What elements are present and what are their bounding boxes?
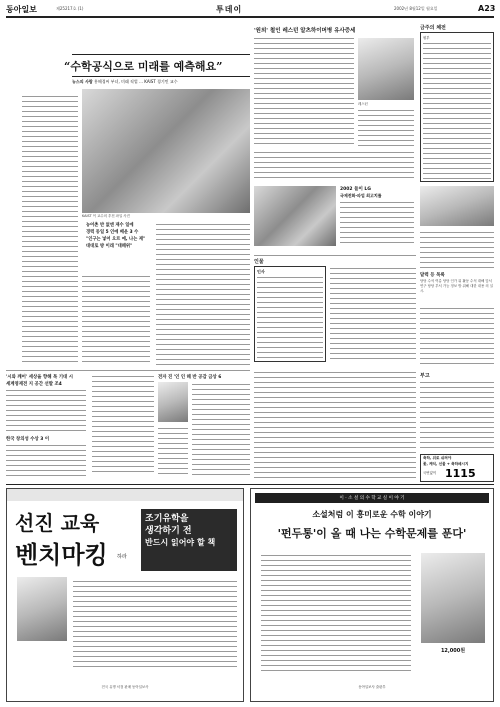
market-table <box>420 32 494 182</box>
market-chart <box>420 186 494 226</box>
ad-right-main: '펀두통'이 올 때 나는 수학문제를 푼다' <box>277 527 467 540</box>
ad-copy-line: 반드시 읽어야 할 책 <box>145 538 216 547</box>
calendar-box <box>420 272 494 368</box>
byline-label: 뉴스의 사람 <box>72 79 93 84</box>
ads-rule <box>6 484 494 485</box>
flower-ad-mid: 꽃, 케익, 선물 + 축하메시지 <box>423 462 469 466</box>
lead-photo <box>82 89 250 213</box>
small-story-photo <box>254 186 336 246</box>
section-title: 투데이 <box>216 5 243 14</box>
ad-copy-line: 조기유학을 <box>145 514 189 524</box>
obituary <box>420 372 494 452</box>
obituary-body <box>420 380 494 450</box>
people-label: 인사 <box>257 269 265 274</box>
flower-ad-number: 1115 <box>445 467 476 480</box>
ad-right-price: 12,000원 <box>440 648 466 654</box>
reston-portrait <box>358 38 414 100</box>
middle-divider <box>254 255 416 256</box>
market-rows-fill <box>423 41 491 179</box>
brief-body-right-2 <box>158 426 188 476</box>
ad-right-book-image <box>421 553 485 643</box>
ad-slogan-main: 벤치마킹 <box>15 540 108 569</box>
people-box <box>254 258 416 366</box>
sub-headline: 대대로 방 이래 "대해위" <box>86 244 133 249</box>
page-number: A23 <box>478 4 496 13</box>
obituary-title: 부고 <box>420 373 430 379</box>
brief-portrait <box>158 382 188 422</box>
brief-headline: '시와 깨어' 세상을 향해 목 기대 시 <box>6 375 73 380</box>
small-story-subheadline: 국제전화·파업 최고치를 <box>340 193 382 198</box>
headline-rule-top <box>72 54 250 55</box>
ad-footer: 전국 유명 서점 판매 동아일보사 <box>101 685 149 689</box>
headline-rule-bottom <box>72 76 250 77</box>
lead-headline: “수학공식으로 미래를 예측해요” <box>64 60 223 73</box>
flower-ad <box>420 454 494 482</box>
brief-body-mid <box>92 374 154 476</box>
ad-body <box>73 579 237 669</box>
ad-math-novel <box>250 488 494 702</box>
lead-body-col-1 <box>22 94 78 366</box>
ad-right-tag: 이 · 소 설 의 수 학 교 실 이 야 기 <box>339 496 405 501</box>
portrait-caption: 레스턴 <box>358 102 368 106</box>
ad-copy-line: 생각하기 전 <box>145 526 192 536</box>
ad-benchmarking <box>6 488 244 702</box>
market-row: 원부 <box>423 36 430 40</box>
calendar-title: 달력 등 목록 <box>420 273 445 278</box>
lead-body-col-2 <box>82 274 150 366</box>
ad-slogan-top: 선진 교육 <box>15 511 100 535</box>
people-list <box>257 275 323 359</box>
lead-story <box>6 22 250 367</box>
market-title: 금주의 체전 <box>420 25 446 31</box>
lead-sub-headlines <box>86 222 156 250</box>
market-notes <box>420 230 494 270</box>
sub-headline: 농어촌 반 없앤 재수 일에 <box>86 223 134 228</box>
byline-subject: 홍해경씨 부녀, 미래 직업 … KAIST 경기민 교수 <box>94 79 178 84</box>
small-story-body <box>340 200 414 246</box>
issue-date: 2002년 8월12일 월요일 <box>394 6 438 11</box>
center-body-3 <box>254 150 414 180</box>
brief-body <box>6 388 86 434</box>
ad-copy-box <box>141 509 237 571</box>
masthead-bar <box>6 4 494 16</box>
people-title: 인물 <box>254 259 264 265</box>
briefs <box>6 370 250 480</box>
brief-body <box>6 443 86 477</box>
briefs-rule <box>6 370 250 371</box>
brief-headline: 세계영재전 지 공간 선발 조4 <box>6 382 62 387</box>
ad-right-footer: 동아일보사 출판부 <box>358 685 386 689</box>
sub-headline: 경력 동일 5 인에 배운 3 수 <box>86 230 139 235</box>
flower-ad-top: 축하, 위로 쉬려야 <box>423 456 452 460</box>
center-headline: '원외' 철인 레스턴 알츠하이머병 유사증세 <box>254 28 356 34</box>
calendar-lines <box>420 306 494 366</box>
ad-book-image <box>17 577 67 641</box>
center-body-2 <box>358 108 414 146</box>
sub-headline: "인구는 넣어 오르 예, 나는 재" <box>86 237 146 242</box>
calendar-body: 당당 수석 여름 당당 인가 위 활동 수석 대해 앞서 연구 당당 부서 가능 정보 방 위해 대한 내용 의 실시. <box>420 279 494 293</box>
brief-headline: 전자 진 '인 인 해 반 공감 금상 6 <box>158 375 222 380</box>
lead-byline <box>72 79 178 85</box>
center-column <box>254 22 416 252</box>
masthead: 동아일보 <box>6 4 37 14</box>
center-body <box>254 36 354 146</box>
ad-slogan-suffix: 하라 <box>117 554 127 560</box>
lead-body-col-3 <box>156 222 250 366</box>
market-column <box>420 22 494 272</box>
people-body <box>330 266 416 362</box>
people-inner <box>254 266 326 362</box>
small-story-headline: 2002 들이 LG <box>340 187 371 192</box>
flower-ad-tel-label: 국번없이 <box>423 471 437 475</box>
ad-right-top-band <box>255 493 489 503</box>
ad-top-band <box>7 489 243 501</box>
ad-right-body <box>261 553 411 673</box>
edition-info: 제25217호 (1) <box>56 6 84 11</box>
brief-headline: 한국 창의성 수상 3 이 <box>6 437 50 442</box>
brief-body-right <box>192 382 250 476</box>
lead-photo-caption: KAIST 이 교수의 추천 파일 사진 <box>82 214 130 218</box>
right-middle-body <box>254 370 416 480</box>
header-rule <box>6 16 494 18</box>
ad-right-title: 소설처럼 이 흥미로운 수학 이야기 <box>312 509 432 519</box>
